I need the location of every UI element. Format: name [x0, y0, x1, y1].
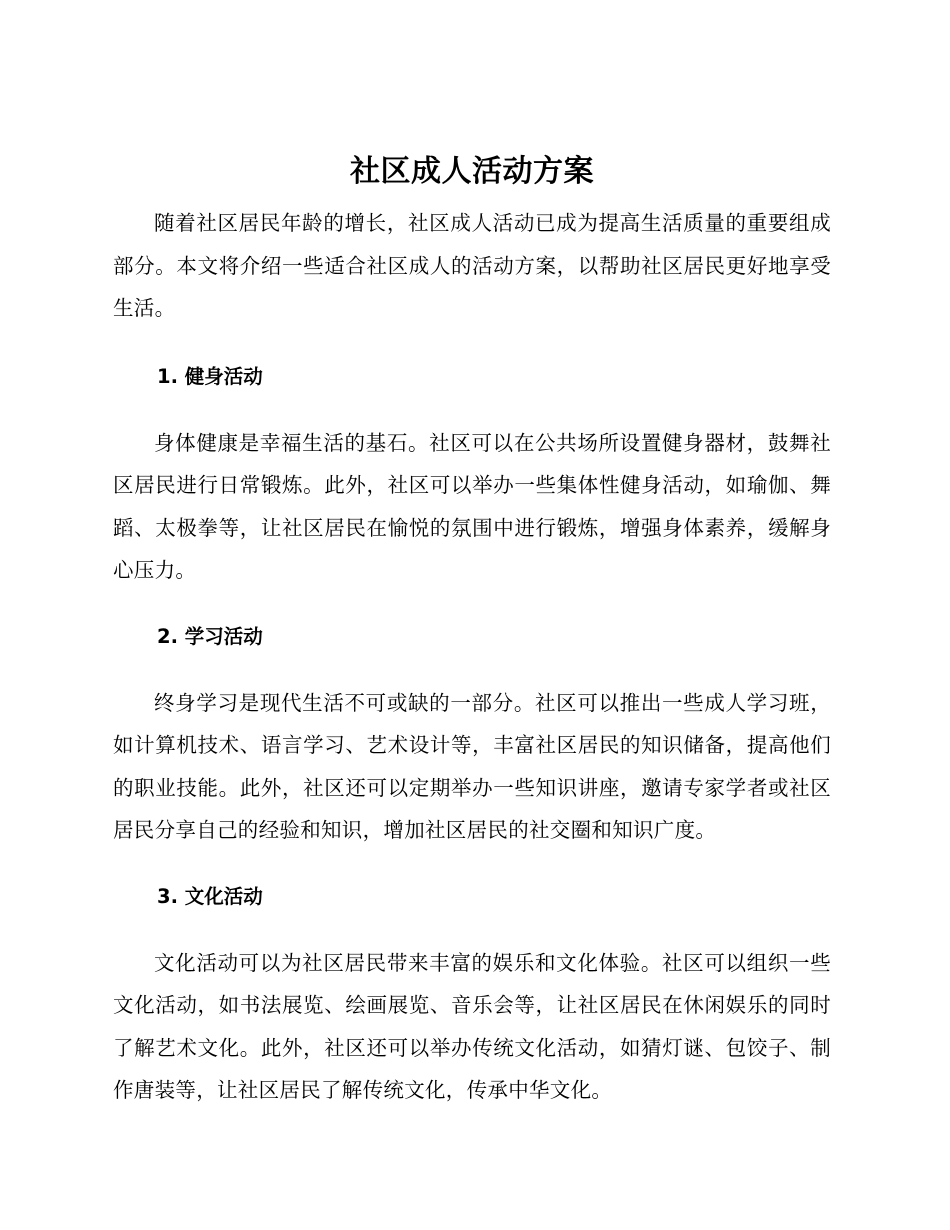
- section-heading-learning: 2. 学习活动: [157, 624, 263, 648]
- document-title: 社区成人活动方案: [350, 154, 594, 189]
- section-heading-culture: 3. 文化活动: [157, 884, 263, 908]
- intro-paragraph: 随着社区居民年龄的增长，社区成人活动已成为提高生活质量的重要组成部分。本文将介绍一些适合社区成人的活动方案，以帮助社区居民更好地享受生活。: [113, 211, 831, 320]
- section-body-learning: 终身学习是现代生活不可或缺的一部分。社区可以推出一些成人学习班，如计算机技术、语言学习、艺术设计等，丰富社区居民的知识储备，提高他们的职业技能。此外，社区还可以定期举办一些知识讲座，邀请专家学者或社区居民分享自己的经验和知识，增加社区居民的社交圈和知识广度。: [113, 690, 831, 842]
- section-body-culture: 文化活动可以为社区居民带来丰富的娱乐和文化体验。社区可以组织一些文化活动，如书法展览、绘画展览、音乐会等，让社区居民在休闲娱乐的同时了解艺术文化。此外，社区还可以举办传统文化活动，如猜灯谜、包饺子、制作唐装等，让社区居民了解传统文化，传承中华文化。: [113, 950, 831, 1102]
- section-body-fitness: 身体健康是幸福生活的基石。社区可以在公共场所设置健身器材，鼓舞社区居民进行日常锻炼。此外，社区可以举办一些集体性健身活动，如瑜伽、舞蹈、太极拳等，让社区居民在愉悦的氛围中进行锻炼，增强身体素养，缓解身心压力。: [113, 430, 831, 582]
- document-body: [113, 148, 831, 1112]
- section-heading-fitness: 1. 健身活动: [157, 364, 263, 388]
